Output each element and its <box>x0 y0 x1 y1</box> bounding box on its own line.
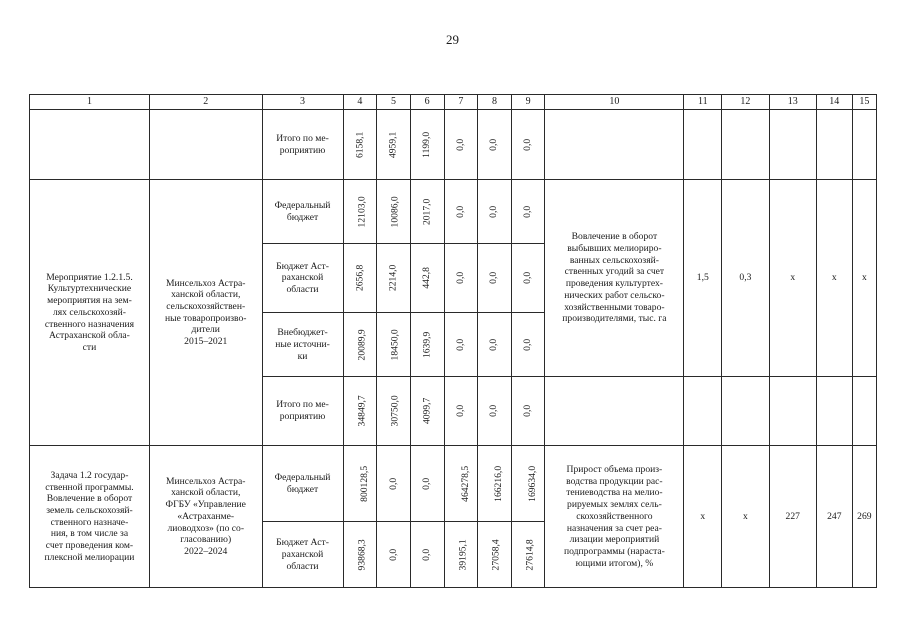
value-cell <box>343 180 377 244</box>
value-text: 0,0 <box>488 338 500 351</box>
empty-cell <box>30 110 150 180</box>
column-number: 14 <box>816 95 852 110</box>
task-executor: Минсельхоз Астра- ханской области, ФГБУ «Управление «Астраханме- лиоводхоз» (по со- гласованию) 2022–2024 <box>149 446 262 588</box>
indicator-value: 227 <box>769 446 816 588</box>
value-text: 18450,0 <box>389 329 401 361</box>
empty-cell <box>684 110 722 180</box>
value-text: 0,0 <box>522 405 534 418</box>
column-number: 6 <box>410 95 444 110</box>
value-cell <box>478 313 512 377</box>
table-row <box>30 180 877 244</box>
indicator-description: Вовлечение в оборот выбывших мелиориро- ванных сельскохозяй- ственных угодий за счет проведения культуртех- нических работ сельско- хозяйственными товаро- производителями, тыс. га <box>545 180 684 377</box>
column-number: 10 <box>545 95 684 110</box>
value-cell <box>478 110 512 180</box>
value-text: 0,0 <box>488 272 500 285</box>
value-cell <box>377 522 411 588</box>
value-text: 30750,0 <box>389 395 401 427</box>
value-cell <box>377 180 411 244</box>
empty-cell <box>816 377 852 446</box>
value-cell <box>377 446 411 522</box>
value-text: 169634,0 <box>526 465 538 502</box>
column-number: 4 <box>343 95 377 110</box>
empty-cell <box>545 110 684 180</box>
indicator-value: 0,3 <box>722 180 769 377</box>
empty-cell <box>769 110 816 180</box>
value-cell <box>511 180 545 244</box>
empty-cell <box>722 110 769 180</box>
value-text: 0,0 <box>454 405 466 418</box>
value-cell <box>478 522 512 588</box>
value-cell <box>444 180 478 244</box>
empty-cell <box>545 377 684 446</box>
value-cell <box>410 377 444 446</box>
column-number: 8 <box>478 95 512 110</box>
empty-cell <box>149 110 262 180</box>
value-text: 6158,1 <box>354 131 365 158</box>
value-text: 2214,0 <box>387 264 399 292</box>
column-number-row <box>30 95 877 110</box>
indicator-value: x <box>684 446 722 588</box>
value-text: 34849,7 <box>356 395 368 427</box>
value-text: 0,0 <box>522 138 534 151</box>
value-cell <box>377 110 411 180</box>
value-text: 20089,9 <box>356 329 368 361</box>
column-number: 5 <box>377 95 411 110</box>
value-cell <box>377 313 411 377</box>
value-cell <box>444 377 478 446</box>
funding-source: Федеральный бюджет <box>262 446 343 522</box>
column-number: 9 <box>511 95 545 110</box>
value-text: 1199,0 <box>421 131 433 158</box>
value-text: 1639,9 <box>421 331 433 358</box>
value-cell <box>377 377 411 446</box>
value-cell <box>478 446 512 522</box>
table-row <box>30 110 877 180</box>
value-text: 166216,0 <box>493 465 505 502</box>
funding-source: Итого по ме- роприятию <box>262 110 343 180</box>
value-cell <box>511 313 545 377</box>
indicator-value: x <box>722 446 769 588</box>
value-cell <box>511 446 545 522</box>
value-cell <box>478 377 512 446</box>
value-text: 4099,7 <box>421 397 433 425</box>
empty-cell <box>816 110 852 180</box>
value-text: 2656,8 <box>354 264 365 292</box>
value-text: 27614,8 <box>524 539 536 571</box>
value-cell <box>410 313 444 377</box>
value-text: 93868,3 <box>356 539 368 571</box>
value-cell <box>478 244 512 313</box>
value-cell <box>410 110 444 180</box>
value-text: 0,0 <box>421 548 433 561</box>
value-cell <box>410 244 444 313</box>
value-cell <box>511 377 545 446</box>
value-text: 0,0 <box>454 138 466 151</box>
funding-source: Итого по ме- роприятию <box>262 377 343 446</box>
value-cell <box>478 180 512 244</box>
value-text: 10086,0 <box>389 196 401 228</box>
value-cell <box>410 522 444 588</box>
indicator-value: x <box>769 180 816 377</box>
value-text: 0,0 <box>387 477 399 490</box>
task-name: Задача 1.2 государ- ственной программы. Вовлечение в оборот земель сельскохозяй- ственного назначе- ния, в том числе за счет проведения ком- плексной мелиорации <box>30 446 150 588</box>
table-row <box>30 446 877 522</box>
measure-executor: Минсельхоз Астра- ханской области, сельскохозяйствен- ные товаропроизво- дители 2015–2021 <box>149 180 262 446</box>
indicator-value: 1,5 <box>684 180 722 377</box>
value-text: 4959,1 <box>387 131 399 158</box>
funding-source: Федеральный бюджет <box>262 180 343 244</box>
funding-source: Внебюджет- ные источни- ки <box>262 313 343 377</box>
value-cell <box>444 313 478 377</box>
column-number: 11 <box>684 95 722 110</box>
value-cell <box>511 244 545 313</box>
column-number: 7 <box>444 95 478 110</box>
empty-cell <box>684 377 722 446</box>
column-number: 12 <box>722 95 769 110</box>
value-cell <box>410 180 444 244</box>
value-cell <box>343 313 377 377</box>
empty-cell <box>852 377 876 446</box>
column-number: 15 <box>852 95 876 110</box>
funding-source: Бюджет Аст- раханской области <box>262 522 343 588</box>
value-cell <box>343 377 377 446</box>
indicator-value: x <box>816 180 852 377</box>
indicator-value: 247 <box>816 446 852 588</box>
value-text: 0,0 <box>488 138 500 151</box>
value-text: 0,0 <box>387 548 399 561</box>
value-text: 0,0 <box>454 338 466 351</box>
value-text: 2017,0 <box>421 198 433 225</box>
value-text: 0,0 <box>421 477 433 490</box>
empty-cell <box>852 110 876 180</box>
value-cell <box>343 522 377 588</box>
value-cell <box>343 110 377 180</box>
value-cell <box>343 446 377 522</box>
page-number: 29 <box>446 32 459 47</box>
indicator-value: 269 <box>852 446 876 588</box>
value-text: 12103,0 <box>356 196 368 228</box>
value-cell <box>444 446 478 522</box>
value-cell <box>444 110 478 180</box>
value-cell <box>444 522 478 588</box>
value-text: 0,0 <box>488 405 500 418</box>
column-number: 1 <box>30 95 150 110</box>
value-text: 0,0 <box>454 205 466 218</box>
column-number: 2 <box>149 95 262 110</box>
value-cell <box>444 244 478 313</box>
empty-cell <box>722 377 769 446</box>
value-cell <box>410 446 444 522</box>
value-text: 27058,4 <box>490 539 502 571</box>
column-number: 13 <box>769 95 816 110</box>
column-number: 3 <box>262 95 343 110</box>
indicator-description: Прирост объема произ- водства продукции рас- тениеводства на мелио- рируемых землях сель- скохозяйственного назначения за счет реа- лизации мероприятий подпрограммы (нараста- ющими итогом), % <box>545 446 684 588</box>
value-cell <box>343 244 377 313</box>
measure-name: Мероприятие 1.2.1.5. Культуртехнические мероприятия на зем- лях сельскохозяй- ственного назначения Астраханской обла- сти <box>30 180 150 446</box>
funding-source: Бюджет Аст- раханской области <box>262 244 343 313</box>
indicator-value: x <box>852 180 876 377</box>
value-cell <box>511 110 545 180</box>
value-cell <box>377 244 411 313</box>
value-text: 800128,5 <box>358 465 370 502</box>
measures-table <box>29 94 877 588</box>
empty-cell <box>769 377 816 446</box>
value-text: 442,8 <box>421 267 433 289</box>
value-text: 39195,1 <box>457 539 469 571</box>
value-text: 0,0 <box>522 338 534 351</box>
value-text: 464278,5 <box>459 465 471 502</box>
value-text: 0,0 <box>454 272 466 285</box>
value-cell <box>511 522 545 588</box>
value-text: 0,0 <box>488 205 500 218</box>
value-text: 0,0 <box>522 205 534 218</box>
value-text: 0,0 <box>522 272 534 285</box>
